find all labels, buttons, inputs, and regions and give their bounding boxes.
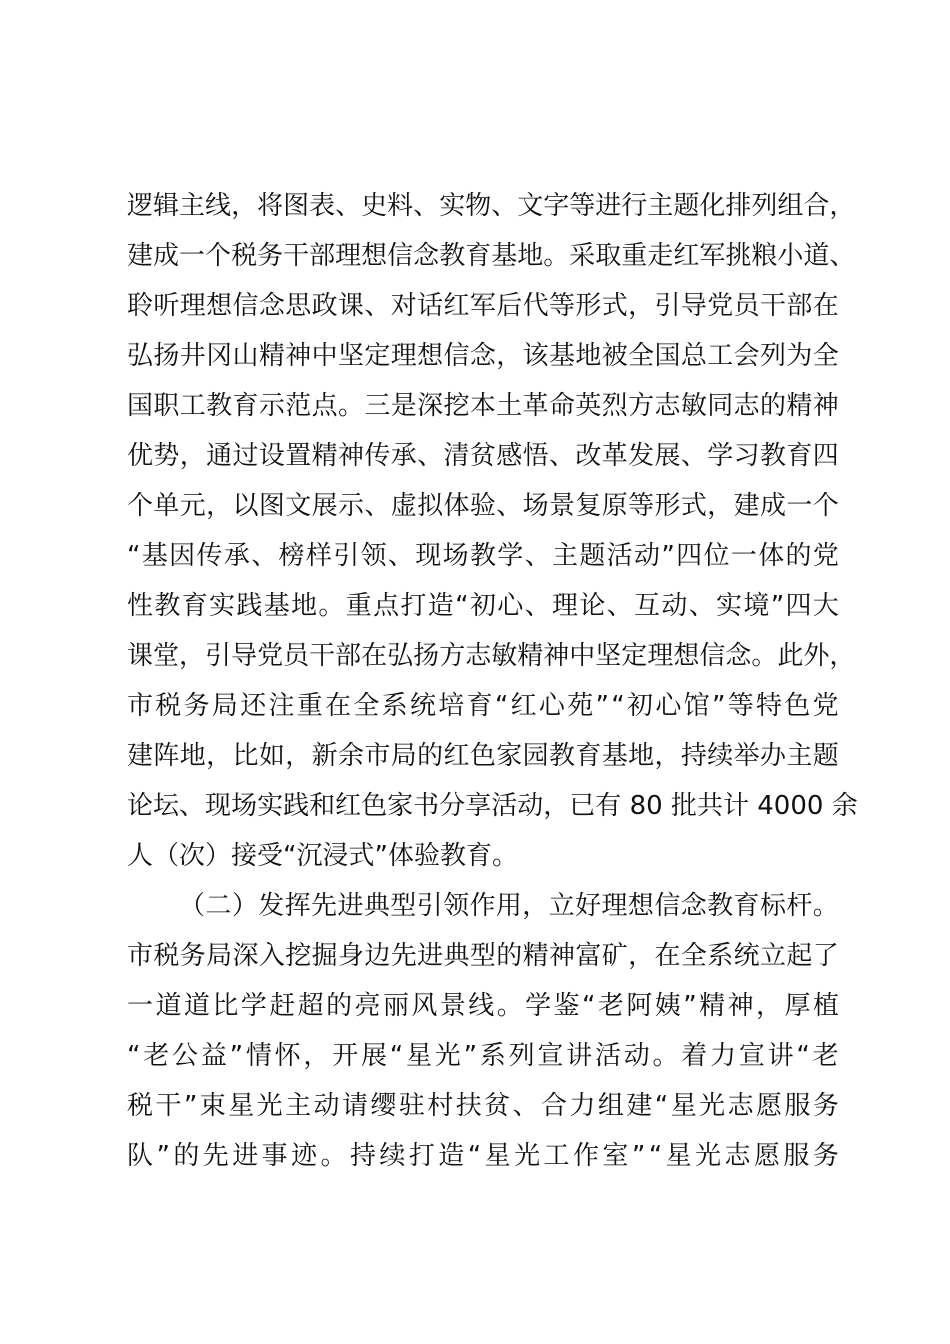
text-line: （ 二 ） 发 挥 先 进 典 型 引 领 作 用 ， 立 好 理 想 信 念 教 育 标 杆 。	[179, 891, 839, 921]
text-line: 个 单 元 ， 以 图 文 展 示 、 虚 拟 体 验 、 场 景 复 原 等 形 式 ， 建 成 一 个	[127, 491, 839, 521]
text-line: 市 税 务 局 深 入 挖 掘 身 边 先 进 典 型 的 精 神 富 矿 ， 在 全 系 统 立 起 了	[127, 941, 839, 971]
text-line: 逻 辑 主 线 ， 将 图 表 、 史 料 、 实 物 、 文 字 等 进 行 主 题 化 排 列 组 合 ，	[127, 191, 856, 221]
text-line: 税 干 ” 束 星 光 主 动 请 缨 驻 村 扶 贫 、 合 力 组 建 “ 星 光 志 愿 服 务	[127, 1091, 839, 1121]
text-line: 队 ” 的 先 进 事 迹 。 持 续 打 造 “ 星 光 工 作 室 ” “ 星 光 志 愿 服 务	[127, 1141, 839, 1171]
text-line: 人（次）接受“沉浸式”体验教育。	[127, 841, 518, 871]
text-line: 市 税 务 局 还 注 重 在 全 系 统 培 育 “ 红 心 苑 ” “ 初 心 馆 ” 等 特 色 党	[127, 691, 839, 721]
text-line: 课 堂 ， 引 导 党 员 干 部 在 弘 扬 方 志 敏 精 神 中 坚 定 理 想 信 念 。 此 外 ，	[127, 641, 856, 671]
text-line: 优 势 ， 通 过 设 置 精 神 传 承 、 清 贫 感 悟 、 改 革 发 展 、 学 习 教 育 四	[127, 441, 839, 471]
text-line: 建 成 一 个 税 务 干 部 理 想 信 念 教 育 基 地 。 采 取 重 走 红 军 挑 粮 小 道 、	[127, 241, 856, 271]
text-line: 论 坛 、 现 场 实 践 和 红 色 家 书 分 享 活 动 ， 已 有 8 0 批 共 计 4 0 0 0 余	[127, 791, 858, 821]
text-line: 弘 扬 井 冈 山 精 神 中 坚 定 理 想 信 念 ， 该 基 地 被 全 国 总 工 会 列 为 全	[127, 341, 839, 371]
text-line: 一 道 道 比 学 赶 超 的 亮 丽 风 景 线 。 学 鉴 “ 老 阿 姨 ” 精 神 ， 厚 植	[127, 991, 839, 1021]
text-line: 性 教 育 实 践 基 地 。 重 点 打 造 “ 初 心 、 理 论 、 互 动 、 实 境 ” 四 大	[127, 591, 839, 621]
text-line: “ 老 公 益 ” 情 怀 ， 开 展 “ 星 光 ” 系 列 宣 讲 活 动 。 着 力 宣 讲 “ 老	[127, 1041, 839, 1071]
text-line: 聆 听 理 想 信 念 思 政 课 、 对 话 红 军 后 代 等 形 式 ， 引 导 党 员 干 部 在	[127, 291, 839, 321]
text-line: 国 职 工 教 育 示 范 点 。 三 是 深 挖 本 土 革 命 英 烈 方 志 敏 同 志 的 精 神	[127, 391, 839, 421]
text-line: “ 基 因 传 承 、 榜 样 引 领 、 现 场 教 学 、 主 题 活 动 ” 四 位 一 体 的 党	[127, 541, 839, 571]
body-text	[127, 181, 858, 1181]
text-line: 建 阵 地 ， 比 如 ， 新 余 市 局 的 红 色 家 园 教 育 基 地 ， 持 续 举 办 主 题	[127, 741, 839, 771]
